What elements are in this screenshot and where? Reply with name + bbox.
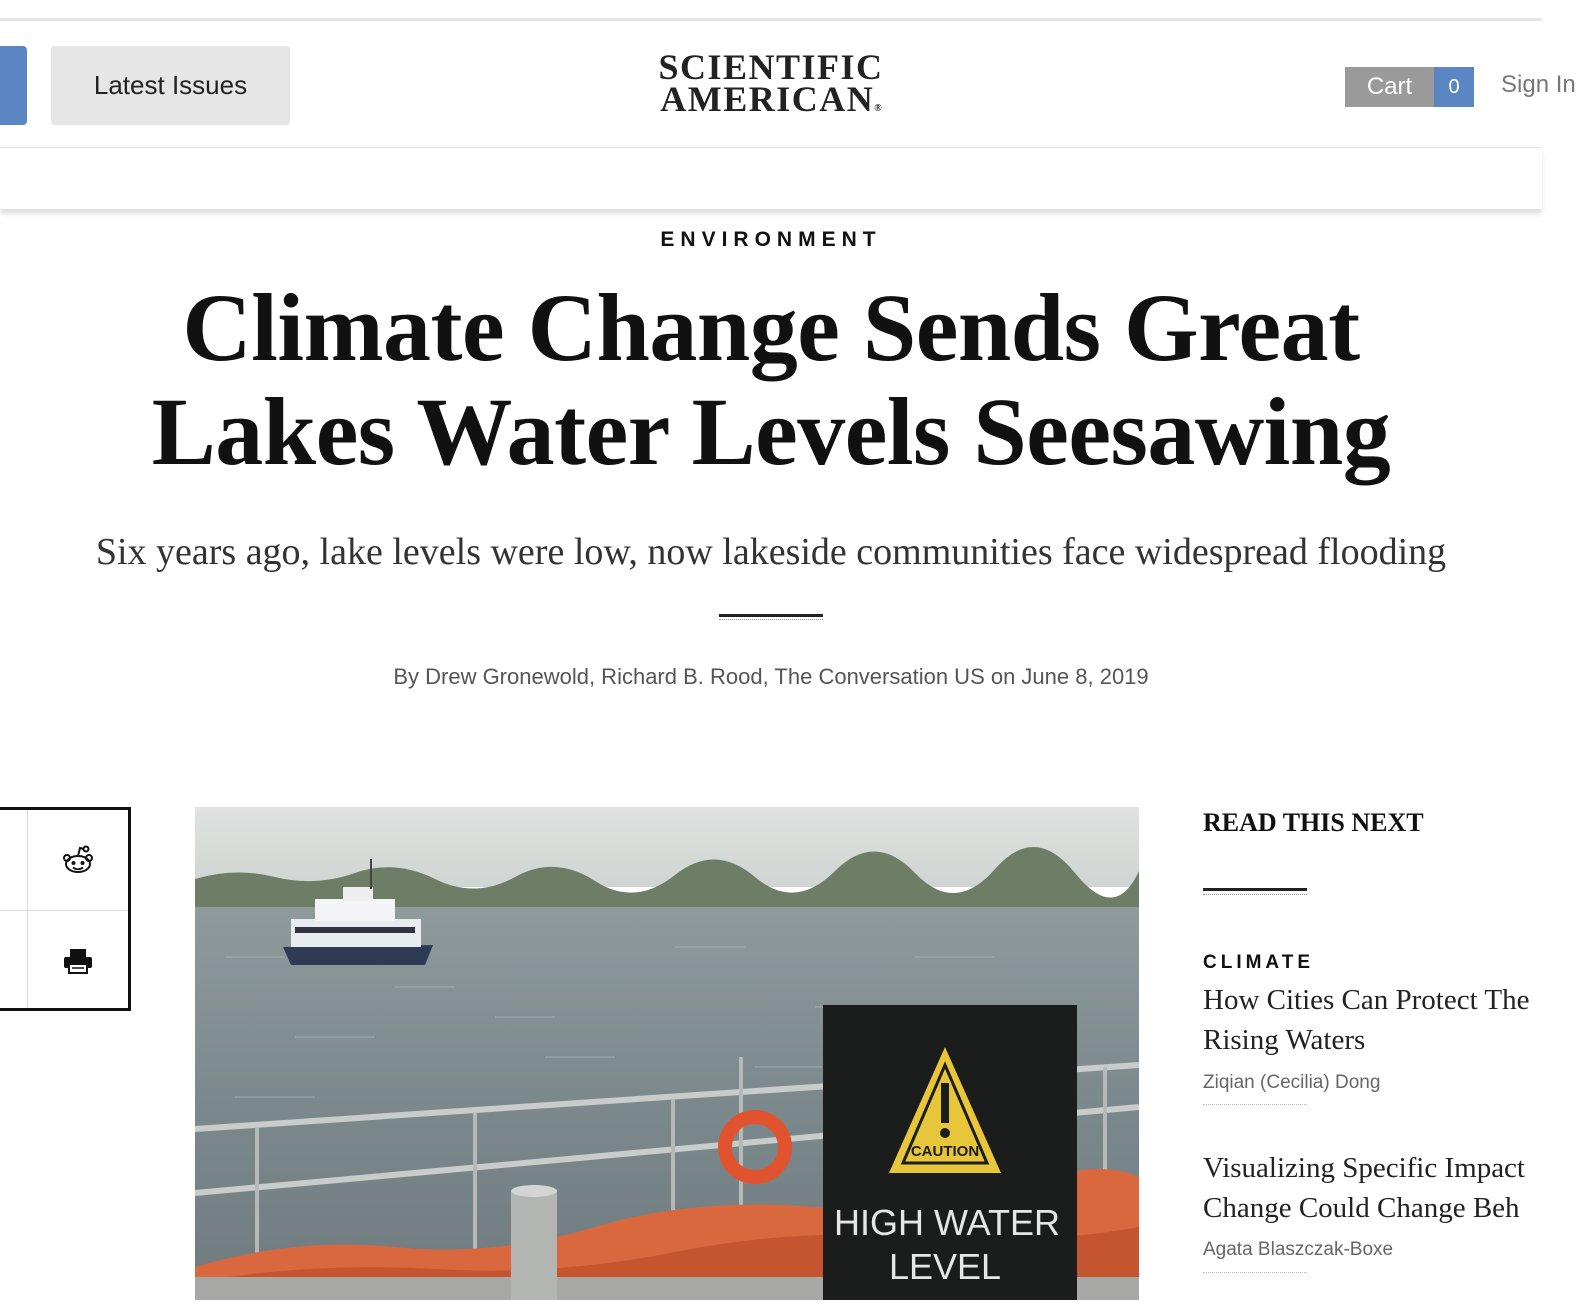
article-hero-photo[interactable]: [195, 807, 1139, 1300]
divider: [719, 614, 823, 617]
article-subhead: Six years ago, lake levels were low, now lakeside communities face widespread flooding: [95, 531, 1447, 573]
card-title-line-2: Change Could Change Beh: [1203, 1192, 1520, 1224]
card-title-line-2: Rising Waters: [1203, 1024, 1366, 1056]
read-next-title: READ THIS NEXT: [1203, 808, 1424, 837]
caution-sign: [823, 1005, 1077, 1300]
card-divider: [1203, 1104, 1307, 1105]
section-label[interactable]: ENVIRONMENT: [660, 228, 882, 251]
cart-count-badge: 0: [1434, 67, 1474, 107]
card-title-line-1: Visualizing Specific Impact: [1203, 1152, 1525, 1184]
hero-photo-image: [195, 807, 1139, 1300]
print-button[interactable]: [28, 911, 128, 1011]
menu-button[interactable]: [0, 46, 27, 125]
latest-issues-button[interactable]: Latest Issues: [51, 46, 290, 125]
read-next-rule: [1203, 888, 1307, 891]
reddit-icon: [61, 845, 95, 875]
print-icon: [63, 947, 93, 975]
sign-text-line-2: LEVEL: [888, 1246, 1002, 1287]
reddit-share-button[interactable]: [28, 810, 128, 910]
card-category[interactable]: CLIMATE: [1203, 952, 1315, 973]
cart-label: Cart: [1345, 67, 1434, 107]
read-next-rule-dotted: [1203, 894, 1307, 895]
site-logo[interactable]: [600, 47, 942, 125]
divider-dotted: [719, 619, 823, 620]
sign-in-link[interactable]: Sign In: [1501, 71, 1576, 98]
card-divider: [1203, 1272, 1307, 1273]
sub-navigation-bar: [0, 148, 1542, 209]
article-byline: By Drew Gronewold, Richard B. Rood, The Conversation US on June 8, 2019: [393, 664, 1149, 689]
card-author: Ziqian (Cecilia) Dong: [1203, 1072, 1381, 1093]
article-headline: [0, 276, 1542, 484]
headline-line-2: Lakes Water Levels Seesawing: [151, 378, 1391, 485]
share-toolbar: [0, 807, 131, 1011]
card-title[interactable]: [1203, 980, 1529, 1060]
cart-button[interactable]: [1345, 67, 1474, 107]
logo-line-1: SCIENTIFIC: [658, 47, 884, 87]
logo-line-2: AMERICAN®: [660, 79, 882, 119]
site-header: [0, 21, 1576, 148]
sign-caution-text: CAUTION: [910, 1143, 980, 1160]
card-author: Agata Blaszczak-Boxe: [1203, 1239, 1394, 1260]
card-title-line-1: How Cities Can Protect The: [1203, 984, 1530, 1016]
card-title[interactable]: [1203, 1148, 1525, 1228]
registered-mark: ®: [874, 103, 882, 114]
sign-text-line-1: HIGH WATER: [834, 1202, 1060, 1243]
headline-line-1: Climate Change Sends Great: [182, 274, 1360, 381]
